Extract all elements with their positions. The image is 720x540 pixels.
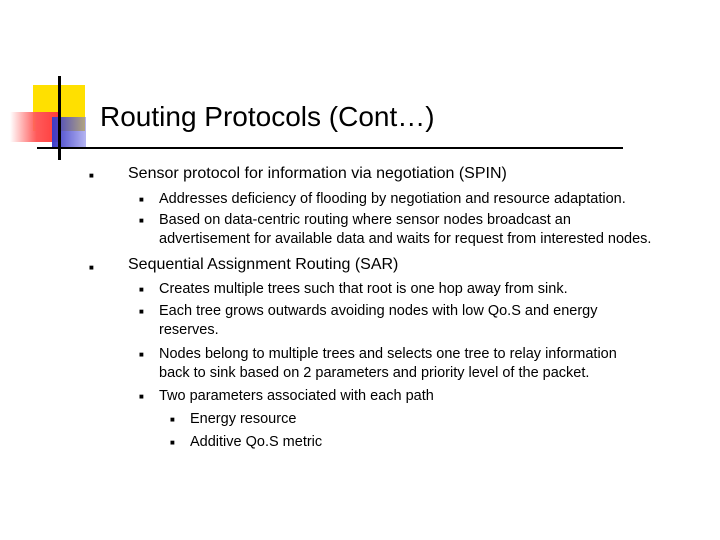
bullet-sar: Sequential Assignment Routing (SAR) [128, 256, 399, 273]
bullet-icon: ■ [89, 263, 94, 272]
spin-point-1: Addresses deficiency of flooding by negotiation and resource adaptation. [159, 191, 626, 207]
sar-point-3-line-2: back to sink based on 2 parameters and priority level of the packet. [159, 365, 590, 381]
logo-red-bar [10, 112, 58, 142]
slide-title: Routing Protocols (Cont…) [100, 101, 435, 132]
bullet-icon: ■ [139, 350, 144, 359]
sar-point-1: Creates multiple trees such that root is one hop away from sink. [159, 281, 568, 297]
sar-point-2-line-1: Each tree grows outwards avoiding nodes with low Qo.S and energy [159, 303, 598, 319]
spin-point-2-line-2: advertisement for available data and waits for request from interested nodes. [159, 231, 652, 247]
bullet-spin: Sensor protocol for information via negotiation (SPIN) [128, 165, 507, 182]
bullet-icon: ■ [139, 392, 144, 401]
spin-point-2-line-1: Based on data-centric routing where sensor nodes broadcast an [159, 212, 571, 228]
sar-point-3-line-1: Nodes belong to multiple trees and selects one tree to relay information [159, 346, 617, 362]
title-underline [37, 147, 623, 149]
bullet-icon: ■ [89, 171, 94, 180]
param-qos: Additive Qo.S metric [190, 434, 323, 450]
sar-point-2-line-2: reserves. [159, 322, 219, 338]
sar-point-4: Two parameters associated with each path [159, 388, 434, 404]
bullet-icon: ■ [139, 285, 144, 294]
bullet-icon: ■ [139, 216, 144, 225]
bullet-icon: ■ [139, 307, 144, 316]
param-energy: Energy resource [190, 411, 297, 427]
bullet-icon: ■ [170, 415, 175, 424]
bullet-icon: ■ [139, 195, 144, 204]
bullet-icon: ■ [170, 438, 175, 447]
